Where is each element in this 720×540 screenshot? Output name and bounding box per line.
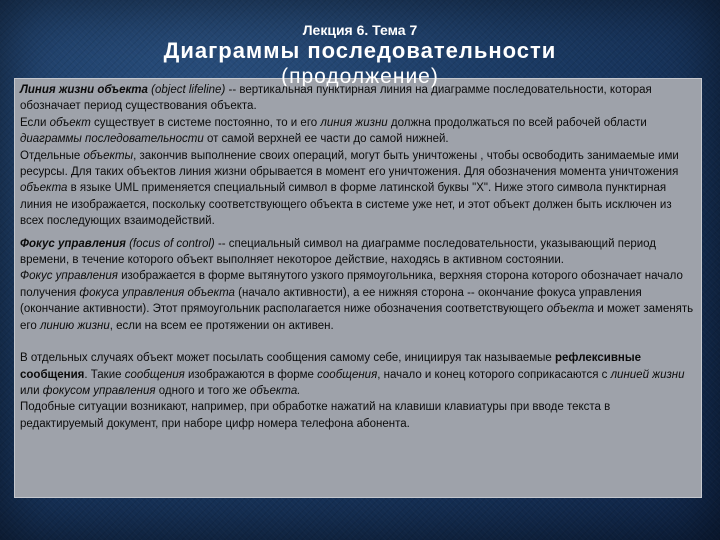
text-span: , закончив выполнение своих операций, могут быть уничтожены , чтобы освободить занимаемые ими ресурсы. Для таких объектов линия жизни обрывается в момент его уничтожения. Для обозначения момента уничтожения: [20, 149, 679, 179]
text-span: или: [20, 384, 43, 397]
term-object: объекта.: [249, 384, 301, 397]
text-span: одного и того же: [155, 384, 250, 397]
text-span: (начало активности), а ее нижняя сторона -- окончание фокуса управления (окончание активности). Этот прямоугольник располагается ниже обозначения соответствующего: [20, 286, 642, 316]
text-span: . Такие: [84, 368, 125, 381]
text-span: от самой верхней ее части до самой нижней.: [203, 133, 449, 146]
term-focus-object: фокуса управления объекта: [79, 286, 235, 299]
text-span: в языке UML применяется специальный символ в форме латинской буквы "X". Ниже этого символа пунктирная линия не изображается, поскольку соответствующего объекта в системе уже нет, и этот объект должен быть исключен из всех последующих взаимодействий.: [20, 182, 672, 228]
text-span: В отдельных случаях объект может посылать сообщения самому себе, инициируя так называемые: [20, 352, 556, 365]
term-lifeline: линия жизни: [320, 116, 388, 129]
text-span: и может заменять его: [20, 303, 694, 332]
focus-term: Фокус управления: [20, 237, 126, 250]
term-object: объект: [49, 116, 91, 129]
focus-definition: [20, 236, 696, 269]
slide-title: Диаграммы последовательности: [163, 38, 557, 63]
focus-def-text: -- специальный символ на диаграмме последовательности, указывающий период времени, в течение которого объект выполняет некоторое действие, находясь в активном состоянии.: [20, 237, 657, 267]
lifeline-term: Линия жизни объекта: [20, 84, 148, 96]
reflexive-paragraph-2: Подобные ситуации возникают, например, при обработке нажатий на клавиши клавиатуры при вводе текста в редактируемый документ, при наборе цифр номера телефона абонента.: [20, 401, 611, 430]
text-span: Если: [20, 116, 50, 129]
text-span: изображаются в форме: [184, 368, 318, 381]
lifeline-term-en: (object lifeline): [151, 84, 226, 96]
text-span: существует в системе постоянно, то и его: [90, 116, 321, 129]
term-object: объекта: [20, 182, 68, 195]
lifeline-paragraph-2: [20, 115, 696, 148]
term-message: сообщения: [317, 368, 378, 381]
text-span: изображается в форме вытянутого узкого прямоугольника, верхняя сторона которого обозначает начало получения: [20, 270, 683, 299]
term-lifeline: линию жизни: [39, 319, 110, 332]
lifeline-def-text: -- вертикальная пунктирная линия на диаграмме последовательности, которая обозначает период существования объекта.: [20, 84, 652, 113]
text-span: Отдельные: [20, 149, 84, 162]
term-lifeline: линией жизни: [610, 368, 685, 381]
lifeline-definition: [20, 82, 696, 115]
term-sequence-diagram: диаграммы последовательности: [20, 133, 204, 146]
text-span: , если на всем ее протяжении он активен.: [109, 319, 334, 332]
reflexive-paragraph: [20, 350, 696, 399]
focus-paragraph-2: [20, 268, 696, 334]
term-messages: сообщения: [124, 368, 185, 381]
term-object: объекта: [546, 303, 595, 316]
spacer: [20, 334, 696, 350]
term-reflexive-messages: рефлексивные сообщения: [20, 352, 642, 381]
text-span: должна продолжаться по всей рабочей области: [387, 116, 647, 129]
focus-term-en: (focus of control): [129, 237, 215, 250]
lifeline-paragraph-3: [20, 148, 696, 230]
term-focus: Фокус управления: [20, 270, 118, 283]
text-span: , начало и конец которого соприкасаются с: [377, 368, 611, 381]
term-focus: фокусом управления: [42, 384, 156, 397]
lecture-label: Лекция 6. Тема 7: [302, 22, 418, 38]
slide-body: [20, 82, 696, 432]
slide-subtitle: (продолжение): [281, 65, 439, 88]
term-objects: объекты: [83, 149, 134, 162]
